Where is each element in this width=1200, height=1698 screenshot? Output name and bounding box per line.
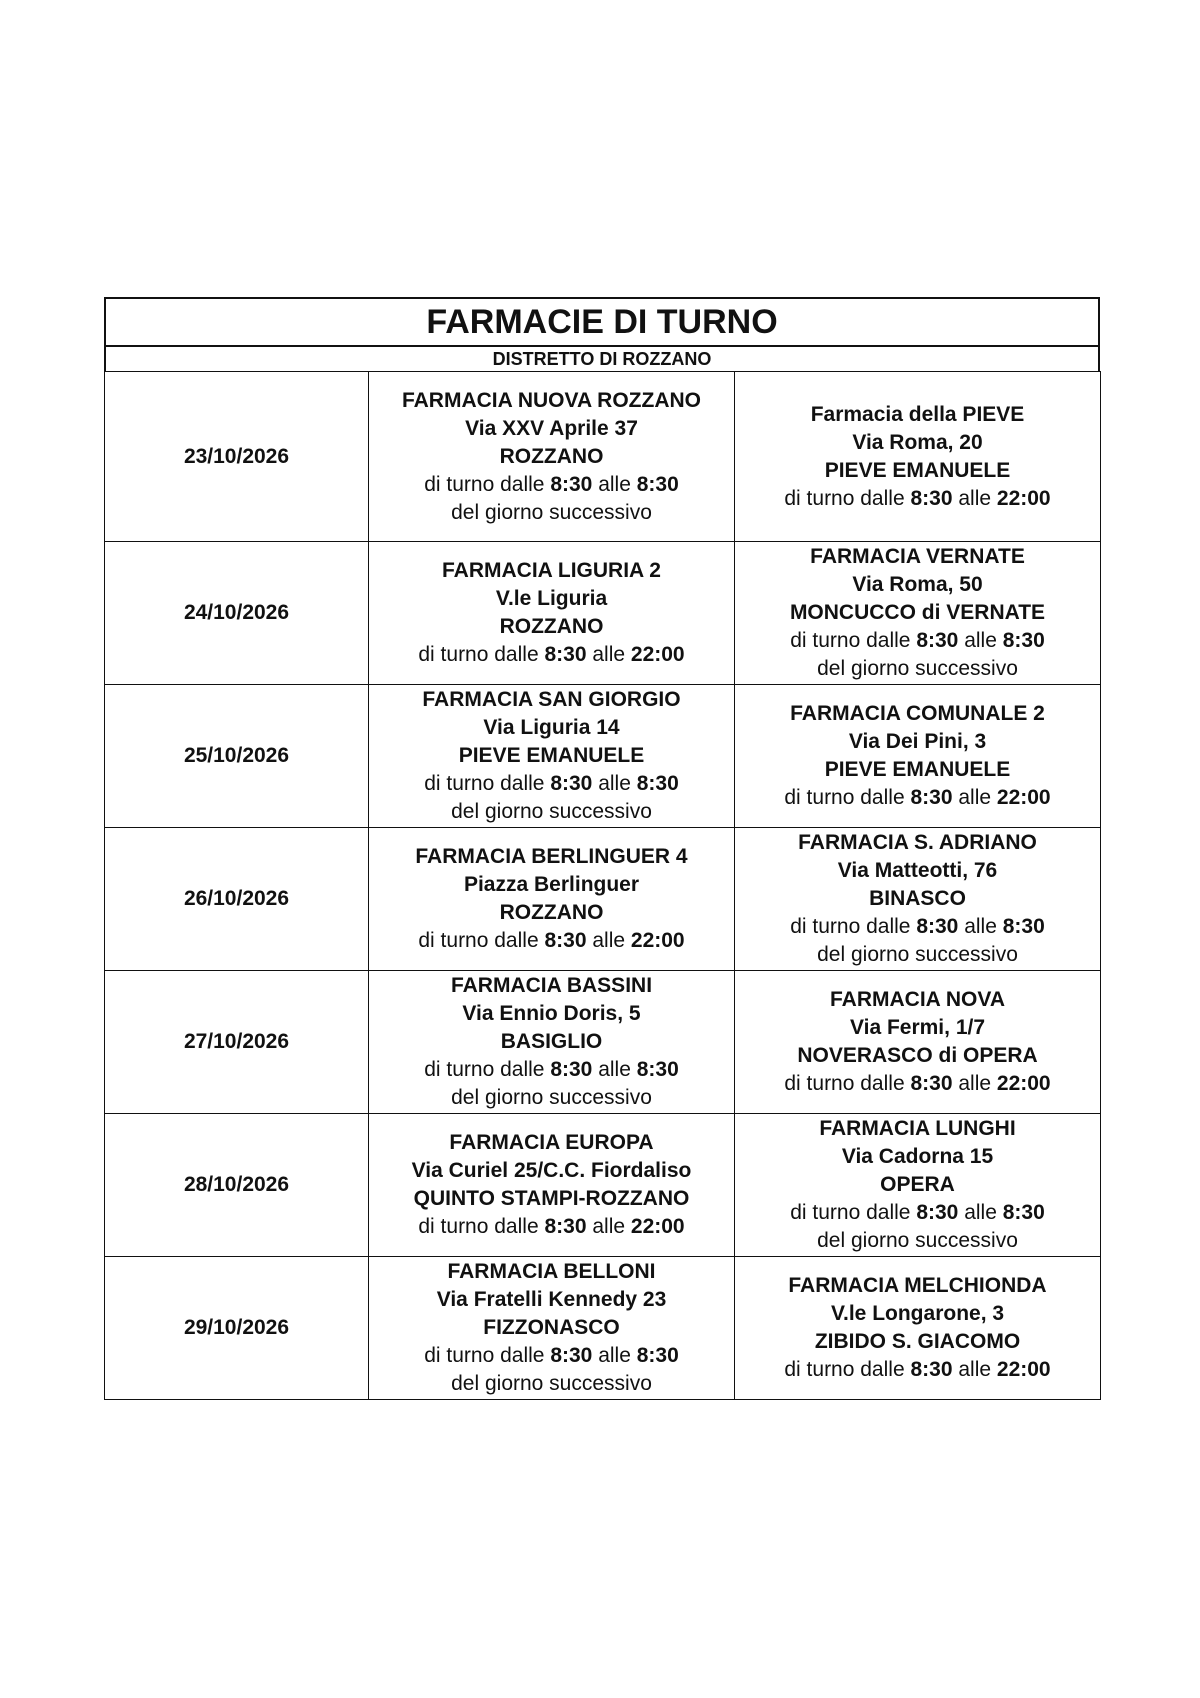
pharmacy-city: OPERA (880, 1173, 955, 1196)
pharmacy-cell-right (735, 372, 1101, 542)
table-row (105, 1114, 1101, 1257)
table-row (105, 971, 1101, 1114)
pharmacy-hours (735, 913, 1100, 941)
district-subtitle: DISTRETTO DI ROZZANO (104, 347, 1100, 371)
hours-prefix: di turno dalle (784, 486, 905, 510)
hours-prefix: di turno dalle (424, 772, 545, 795)
hours-mid: alle (592, 1215, 626, 1238)
hours-from: 8:30 (916, 629, 959, 652)
hours-mid: alle (964, 629, 997, 652)
schedule-table (104, 371, 1101, 1400)
table-row (105, 372, 1101, 542)
pharmacy-city: FIZZONASCO (483, 1316, 620, 1339)
hours-mid: alle (958, 1358, 992, 1381)
pharmacy-hours (369, 1056, 734, 1084)
pharmacy-address: V.le Liguria (495, 587, 608, 610)
pharmacy-address: Via Cadorna 15 (841, 1145, 994, 1168)
pharmacy-hours (735, 1199, 1100, 1227)
pharmacy-hours (735, 627, 1100, 655)
pharmacy-hours (735, 1070, 1100, 1098)
pharmacy-name: FARMACIA EUROPA (449, 1131, 654, 1154)
pharmacy-name: FARMACIA VERNATE (810, 545, 1025, 568)
pharmacy-name: FARMACIA BELLONI (447, 1260, 656, 1283)
pharmacy-address: Via Roma, 20 (852, 430, 983, 454)
schedule-body (105, 372, 1101, 1400)
pharmacy-name: FARMACIA LUNGHI (819, 1117, 1016, 1140)
hours-to: 8:30 (1002, 1201, 1045, 1224)
pharmacy-cell-right (735, 542, 1101, 685)
pharmacy-cell-right (735, 1257, 1101, 1400)
hours-to: 22:00 (996, 1358, 1051, 1381)
hours-mid: alle (964, 915, 997, 938)
date-cell: 28/10/2026 (105, 1114, 369, 1257)
pharmacy-hours (369, 927, 734, 955)
date-cell: 27/10/2026 (105, 971, 369, 1114)
hours-prefix: di turno dalle (418, 929, 539, 952)
pharmacy-city: BINASCO (869, 887, 966, 910)
date-cell: 26/10/2026 (105, 828, 369, 971)
pharmacy-cell-left (369, 542, 735, 685)
pharmacy-name: FARMACIA COMUNALE 2 (790, 702, 1045, 725)
hours-to: 8:30 (636, 772, 679, 795)
pharmacy-name: FARMACIA SAN GIORGIO (422, 688, 681, 711)
hours-prefix: di turno dalle (418, 643, 539, 666)
date-cell: 23/10/2026 (105, 372, 369, 542)
pharmacy-address: Via XXV Aprile 37 (465, 416, 638, 440)
hours-to: 22:00 (630, 1215, 685, 1238)
pharmacy-hours (369, 1342, 734, 1370)
hours-note: del giorno successivo (817, 657, 1018, 680)
pharmacy-address: Via Liguria 14 (483, 716, 620, 739)
hours-from: 8:30 (550, 1058, 593, 1081)
pharmacy-address: Via Matteotti, 76 (837, 859, 998, 882)
hours-to: 8:30 (636, 1344, 679, 1367)
pharmacy-city: ROZZANO (499, 444, 604, 468)
pharmacy-hours (369, 770, 734, 798)
pharmacy-address: Piazza Berlinguer (463, 873, 640, 896)
hours-from: 8:30 (544, 929, 587, 952)
hours-mid: alle (592, 929, 626, 952)
table-row (105, 685, 1101, 828)
hours-to: 8:30 (1002, 629, 1045, 652)
hours-prefix: di turno dalle (418, 1215, 539, 1238)
pharmacy-address: Via Dei Pini, 3 (848, 730, 987, 753)
pharmacy-city: QUINTO STAMPI-ROZZANO (413, 1187, 690, 1210)
hours-mid: alle (958, 1072, 992, 1095)
pharmacy-hours (735, 485, 1100, 513)
table-row (105, 1257, 1101, 1400)
hours-from: 8:30 (916, 1201, 959, 1224)
hours-prefix: di turno dalle (790, 915, 911, 938)
hours-from: 8:30 (550, 772, 593, 795)
hours-mid: alle (598, 772, 631, 795)
page-title: FARMACIE DI TURNO (104, 297, 1100, 347)
pharmacy-schedule-sheet (104, 297, 1100, 1400)
hours-to: 22:00 (996, 486, 1051, 510)
pharmacy-cell-right (735, 828, 1101, 971)
pharmacy-cell-left (369, 971, 735, 1114)
pharmacy-cell-left (369, 828, 735, 971)
pharmacy-name: FARMACIA BERLINGUER 4 (415, 845, 688, 868)
pharmacy-city: ROZZANO (499, 615, 604, 638)
pharmacy-hours (735, 784, 1100, 812)
hours-prefix: di turno dalle (424, 1344, 545, 1367)
pharmacy-address: Via Roma, 50 (852, 573, 983, 596)
pharmacy-cell-right (735, 971, 1101, 1114)
pharmacy-hours (369, 471, 734, 499)
table-row (105, 828, 1101, 971)
pharmacy-city: ZIBIDO S. GIACOMO (814, 1330, 1021, 1353)
hours-prefix: di turno dalle (784, 1072, 905, 1095)
hours-note: del giorno successivo (817, 1229, 1018, 1252)
pharmacy-cell-right (735, 685, 1101, 828)
hours-mid: alle (958, 486, 992, 510)
hours-from: 8:30 (910, 786, 953, 809)
hours-note: del giorno successivo (451, 1372, 652, 1395)
hours-to: 8:30 (636, 472, 679, 496)
hours-prefix: di turno dalle (784, 786, 905, 809)
hours-prefix: di turno dalle (424, 1058, 545, 1081)
pharmacy-name: FARMACIA MELCHIONDA (788, 1274, 1047, 1297)
hours-from: 8:30 (910, 1072, 953, 1095)
pharmacy-hours (735, 1356, 1100, 1384)
pharmacy-city: PIEVE EMANUELE (824, 458, 1011, 482)
hours-mid: alle (598, 1344, 631, 1367)
pharmacy-cell-left (369, 372, 735, 542)
hours-from: 8:30 (550, 472, 593, 496)
pharmacy-cell-right (735, 1114, 1101, 1257)
hours-note: del giorno successivo (451, 500, 652, 524)
pharmacy-name: FARMACIA NUOVA ROZZANO (401, 388, 702, 412)
hours-from: 8:30 (550, 1344, 593, 1367)
pharmacy-cell-left (369, 1114, 735, 1257)
hours-note: del giorno successivo (451, 1086, 652, 1109)
hours-mid: alle (598, 472, 631, 496)
hours-prefix: di turno dalle (790, 629, 911, 652)
hours-from: 8:30 (544, 643, 587, 666)
pharmacy-city: MONCUCCO di VERNATE (789, 601, 1046, 624)
hours-from: 8:30 (910, 1358, 953, 1381)
hours-prefix: di turno dalle (790, 1201, 911, 1224)
hours-from: 8:30 (910, 486, 953, 510)
pharmacy-name: FARMACIA S. ADRIANO (798, 831, 1037, 854)
hours-to: 22:00 (996, 1072, 1051, 1095)
hours-note: del giorno successivo (817, 943, 1018, 966)
pharmacy-address: V.le Longarone, 3 (830, 1302, 1005, 1325)
pharmacy-name: FARMACIA NOVA (830, 988, 1005, 1011)
pharmacy-address: Via Ennio Doris, 5 (462, 1002, 641, 1025)
hours-mid: alle (598, 1058, 631, 1081)
pharmacy-cell-left (369, 1257, 735, 1400)
pharmacy-city: BASIGLIO (500, 1030, 603, 1053)
hours-mid: alle (964, 1201, 997, 1224)
pharmacy-hours (369, 641, 734, 669)
pharmacy-city: ROZZANO (499, 901, 604, 924)
date-cell: 25/10/2026 (105, 685, 369, 828)
hours-mid: alle (958, 786, 992, 809)
hours-note: del giorno successivo (451, 800, 652, 823)
pharmacy-address: Via Fermi, 1/7 (849, 1016, 986, 1039)
pharmacy-city: NOVERASCO di OPERA (797, 1044, 1038, 1067)
pharmacy-cell-left (369, 685, 735, 828)
pharmacy-address: Via Curiel 25/C.C. Fiordaliso (411, 1159, 692, 1182)
hours-mid: alle (592, 643, 626, 666)
pharmacy-hours (369, 1213, 734, 1241)
hours-prefix: di turno dalle (784, 1358, 905, 1381)
hours-to: 22:00 (996, 786, 1051, 809)
date-cell: 24/10/2026 (105, 542, 369, 685)
pharmacy-name: FARMACIA BASSINI (450, 974, 653, 997)
date-cell: 29/10/2026 (105, 1257, 369, 1400)
hours-to: 8:30 (1002, 915, 1045, 938)
pharmacy-city: PIEVE EMANUELE (824, 758, 1011, 781)
hours-prefix: di turno dalle (424, 472, 545, 496)
table-row (105, 542, 1101, 685)
hours-to: 22:00 (630, 643, 685, 666)
pharmacy-city: PIEVE EMANUELE (458, 744, 645, 767)
hours-to: 22:00 (630, 929, 685, 952)
hours-to: 8:30 (636, 1058, 679, 1081)
pharmacy-name: FARMACIA LIGURIA 2 (442, 559, 661, 582)
pharmacy-address: Via Fratelli Kennedy 23 (436, 1288, 667, 1311)
hours-from: 8:30 (544, 1215, 587, 1238)
hours-from: 8:30 (916, 915, 959, 938)
pharmacy-name: Farmacia della PIEVE (810, 402, 1025, 426)
